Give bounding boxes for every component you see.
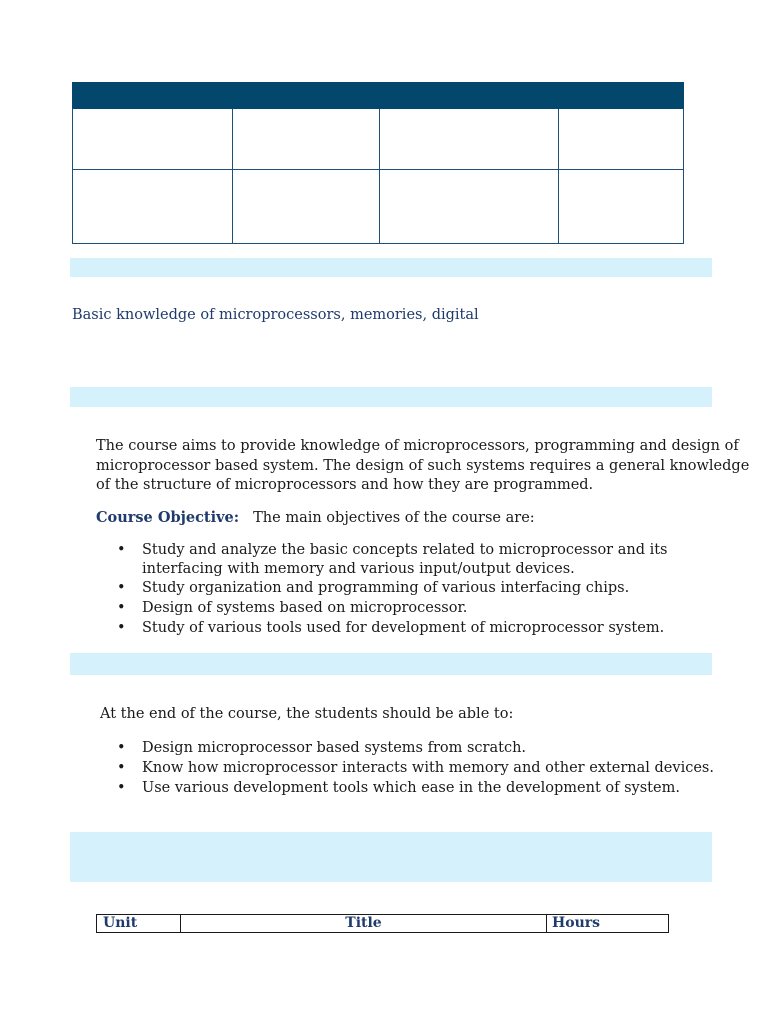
section-band-prerequisite bbox=[70, 258, 712, 277]
course-objective-label: Course Objective: bbox=[96, 509, 240, 526]
list-item: • Design microprocessor based systems from scratch. bbox=[117, 740, 527, 756]
bullet-icon: • bbox=[117, 620, 126, 636]
prerequisite-text: Basic knowledge of microprocessors, memories, digital bbox=[72, 307, 479, 323]
row-divider bbox=[73, 169, 683, 170]
column-header-title: Title bbox=[181, 915, 547, 932]
bullet-icon: • bbox=[117, 780, 126, 796]
list-item: • Study and analyze the basic concepts related to microprocessor and its bbox=[117, 542, 668, 558]
list-item: • Design of systems based on microprocessor. bbox=[117, 600, 468, 616]
section-band-syllabus bbox=[70, 832, 712, 882]
column-header-hours: Hours bbox=[552, 915, 601, 931]
list-item: • Study of various tools used for development of microprocessor system. bbox=[117, 620, 665, 636]
column-divider bbox=[232, 109, 233, 243]
course-info-table bbox=[72, 82, 684, 245]
objective-list bbox=[96, 540, 756, 638]
section-band-outcomes bbox=[70, 653, 712, 675]
description-line: microprocessor based system. The design of such systems requires a general knowledge bbox=[96, 457, 750, 474]
column-header-unit: Unit bbox=[97, 915, 181, 932]
course-info-table-body bbox=[72, 109, 684, 244]
list-item-continuation: interfacing with memory and various input/output devices. bbox=[142, 561, 575, 577]
syllabus-table-header bbox=[96, 914, 669, 933]
outcomes-list bbox=[96, 738, 756, 798]
course-info-table-header bbox=[72, 82, 684, 109]
list-item: • Study organization and programming of various interfacing chips. bbox=[117, 580, 630, 596]
description-line: The course aims to provide knowledge of microprocessors, programming and design of bbox=[96, 438, 739, 454]
description-line: of the structure of microprocessors and how they are programmed. bbox=[96, 477, 594, 493]
bullet-icon: • bbox=[117, 740, 126, 756]
course-objective bbox=[96, 509, 535, 526]
section-band-description bbox=[70, 387, 712, 407]
bullet-icon: • bbox=[117, 542, 126, 558]
bullet-icon: • bbox=[117, 580, 126, 596]
bullet-icon: • bbox=[117, 760, 126, 776]
course-objective-text: The main objectives of the course are: bbox=[253, 510, 535, 526]
column-divider bbox=[379, 109, 380, 243]
column-divider bbox=[558, 109, 559, 243]
bullet-icon: • bbox=[117, 600, 126, 616]
list-item: • Know how microprocessor interacts with memory and other external devices. bbox=[117, 760, 714, 776]
course-description bbox=[96, 437, 761, 496]
outcomes-intro: At the end of the course, the students should be able to: bbox=[100, 706, 514, 722]
list-item: • Use various development tools which ease in the development of system. bbox=[117, 780, 680, 796]
